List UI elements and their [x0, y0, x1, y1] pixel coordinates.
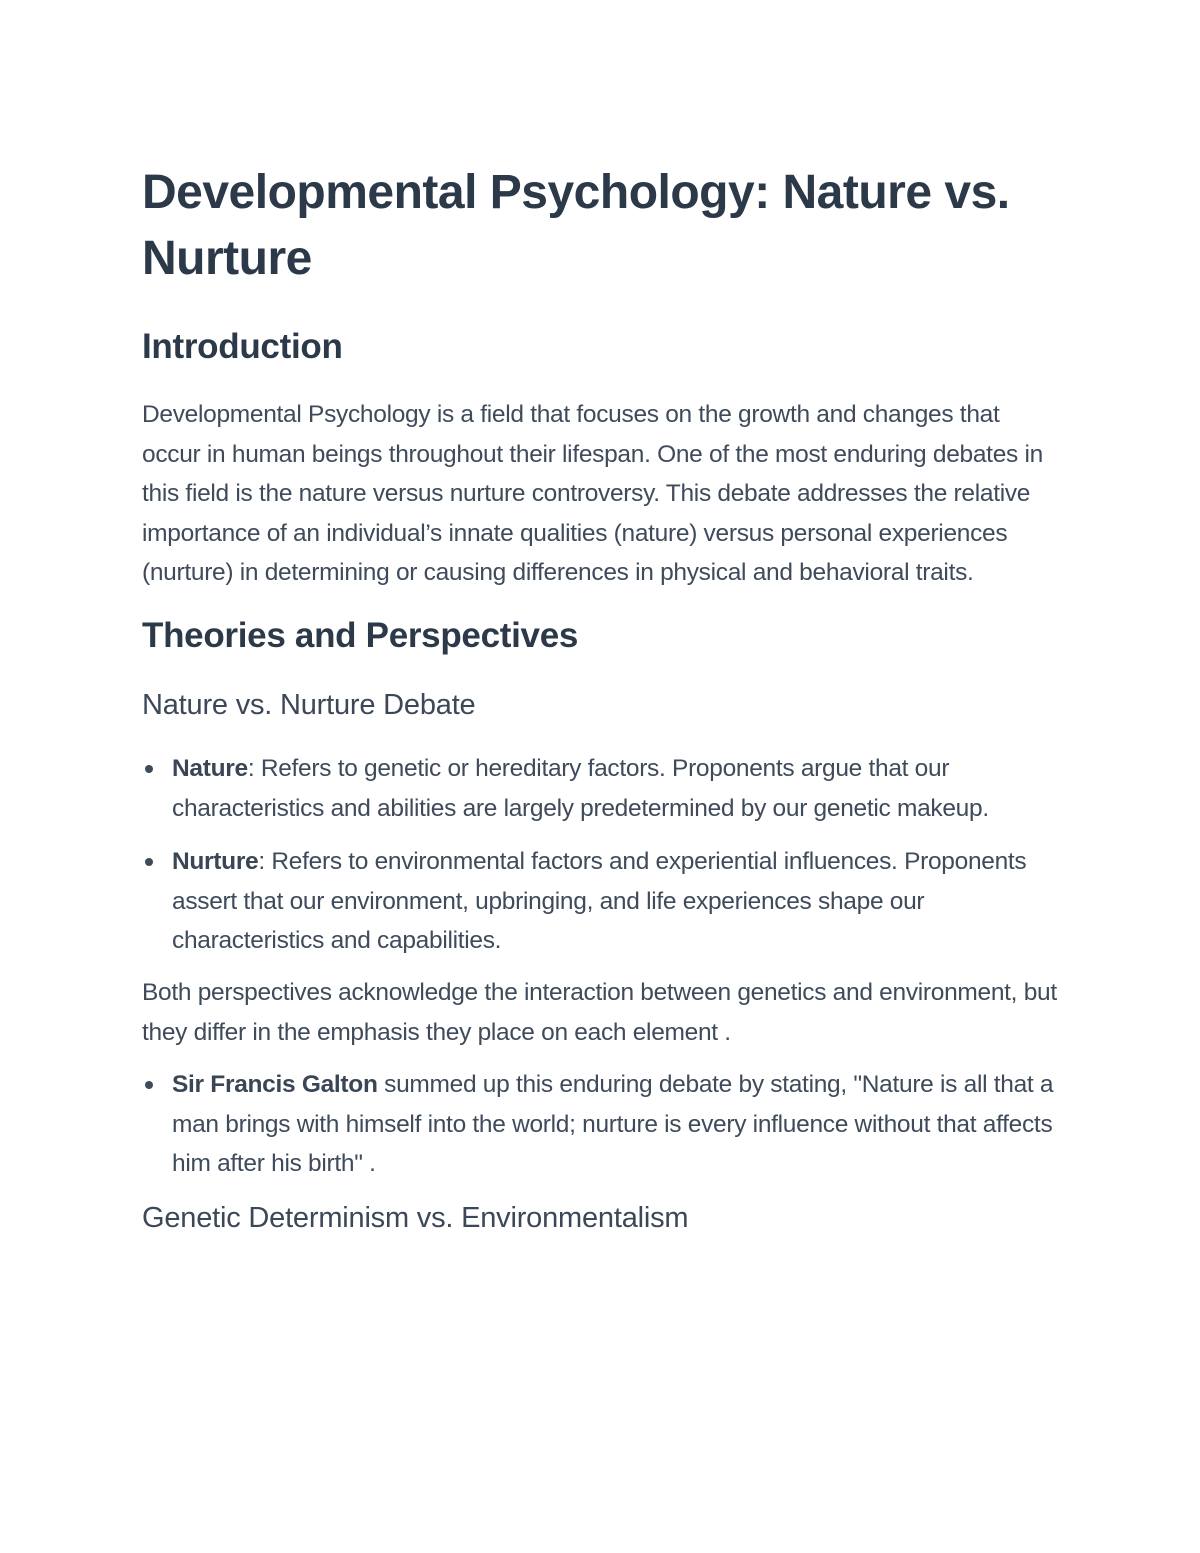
- bullet-icon: [145, 858, 153, 866]
- term-galton: Sir Francis Galton: [172, 1071, 378, 1099]
- list-item-galton: [142, 1065, 1062, 1184]
- section-heading-theories: Theories and Perspectives: [142, 615, 579, 655]
- galton-quote: summed up this enduring debate by stating, "Nature is all that a man brings with himself into the world; nurture is every influence without that affects him after his birth" .: [172, 1071, 1054, 1178]
- introduction-paragraph: Developmental Psychology is a field that focuses on the growth and changes that occur in human beings throughout their lifespan. One of the most enduring debates in this field is the nature versus nurture controversy. This debate addresses the relative importance of an individual’s innate qualities (nature) versus personal experiences (nurture) in determining or causing differences in physical and behavioral traits.: [142, 401, 1043, 587]
- definition-nature: : Refers to genetic or hereditary factors. Proponents argue that our characteristics and abilities are largely predetermined by our genetic makeup.: [172, 754, 989, 822]
- bullet-icon: [145, 1081, 153, 1089]
- summary-paragraph: Both perspectives acknowledge the interaction between genetics and environment, but they differ in the emphasis they place on each element .: [142, 978, 1057, 1046]
- subsection-heading-genetic-determinism: Genetic Determinism vs. Environmentalism: [142, 1201, 689, 1234]
- document-title: Developmental Psychology: Nature vs. Nurture: [142, 166, 1010, 285]
- term-nature: Nature: [172, 754, 248, 782]
- bullet-icon: [145, 765, 153, 773]
- list-item-nature: [142, 749, 1062, 828]
- quote-list: [142, 1065, 1062, 1184]
- definition-nurture: : Refers to environmental factors and experiential influences. Proponents assert that our environment, upbringing, and life experiences shape our characteristics and capabilities.: [172, 848, 1027, 955]
- list-item-nurture: [142, 842, 1062, 961]
- term-nurture: Nurture: [172, 848, 259, 876]
- subsection-heading-nature-vs-nurture: Nature vs. Nurture Debate: [142, 688, 476, 721]
- nature-nurture-list: [142, 749, 1062, 961]
- section-heading-introduction: Introduction: [142, 327, 343, 366]
- document-page: [142, 160, 1062, 1242]
